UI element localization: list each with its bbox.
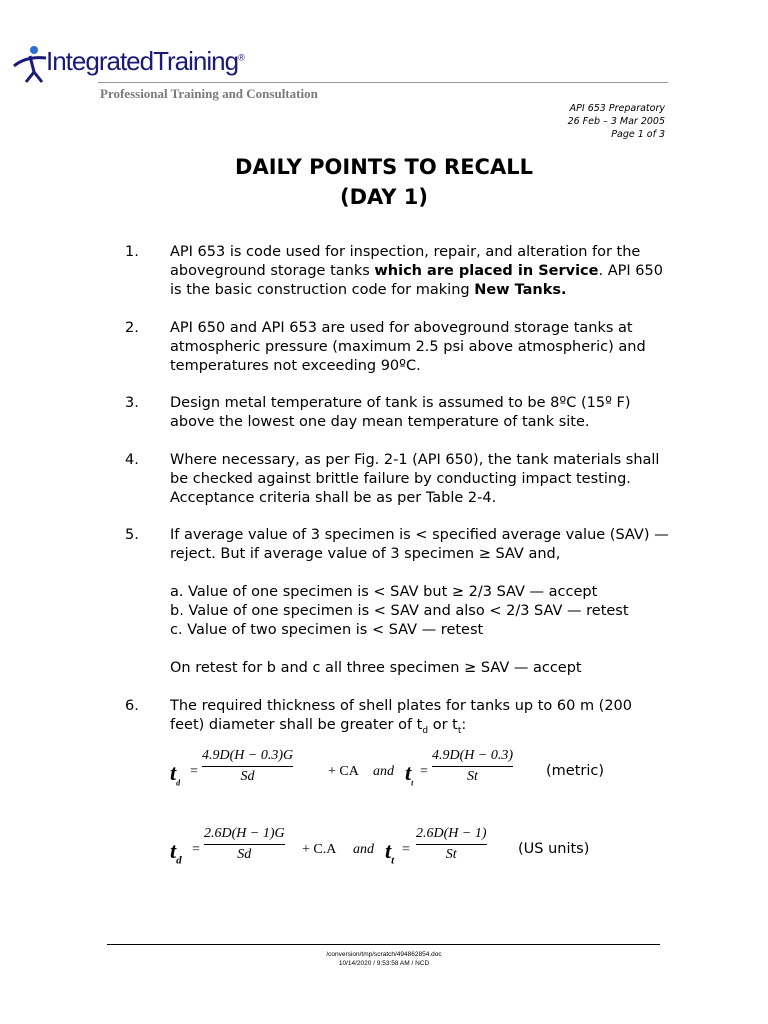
- retest-note: On retest for b and c all three specimen ≥ SAV — accept: [170, 660, 582, 676]
- page-number: Page 1 of 3: [611, 129, 665, 140]
- tt-fraction: $\frac{4.9D(H - 0.3)}{St}$: [432, 748, 513, 784]
- item-number: 4.: [125, 452, 139, 468]
- item-number: 5.: [125, 527, 139, 543]
- item-number: 3.: [125, 395, 139, 411]
- logo-wordmark: IntegratedTraining®: [46, 46, 244, 76]
- tt-fraction: $\frac{2.6D(H - 1)}{St}$: [416, 826, 487, 862]
- document-meta: [568, 102, 665, 141]
- footer-divider: [107, 944, 660, 945]
- company-logo: [12, 44, 242, 86]
- item-text: Design metal temperature of tank is assumed to be 8ºC (15º F) above the lowest one day mean temperature of tank site.: [170, 395, 631, 430]
- footer-timestamp: 10/14/2020 / 9:53:58 AM / NCD: [338, 960, 430, 967]
- item-number: 6.: [125, 698, 139, 714]
- td-fraction: $\frac{2.6D(H - 1)G}{Sd}$: [204, 826, 285, 862]
- header-divider: [98, 82, 668, 83]
- item-text: API 650 and API 653 are used for aboveground storage tanks at atmospheric pressure (maximum 2.5 psi above atmospheric) and temperatures not exceeding 90ºC.: [170, 320, 646, 374]
- item-text: If average value of 3 specimen is < specified average value (SAV) — reject. But if average value of 3 specimen ≥ SAV and,: [170, 527, 669, 562]
- course-dates: 26 Feb – 3 Mar 2005: [567, 116, 665, 127]
- page-title: DAILY POINTS TO RECALL: [235, 155, 533, 179]
- document-page: IntegratedTraining® Professional Training and Consultation API 653 Preparatory 26 Feb – 3 Mar 2005 Page 1 of 3 DAILY POINTS TO RECALL (DAY 1) 1. API 653 is code used for inspection, repair, and alteration for the aboveground storage tanks which are placed in Service. API 650 is the basic construction code for making New Tanks. 2. API 650 and API 653 are used for aboveground storage tanks at atmospheric pressure (maximum 2.5 psi above atmospheric) and temperatures not exceeding 90ºC. 3. Design metal temperature of tank is assumed to be 8ºC (15º F) above the lowest one day mean temperature of tank site. 4. Where necessary, as per Fig. 2-1 (API 650), the tank materials shall be checked against brittle failure by conducting impact testing. Acceptance criteria shall be as per Table 2-4. 5. If average value of 3 specimen is < specified average value (SAV) — reject. But if average value of 3 specimen ≥ SAV and, a. Value of one specimen is < SAV but ≥ 2/3 SAV — accept b. Value of one specimen is < SAV and also < 2/3 SAV — retest c. Value of two specimen is < SAV — retest On retest for b and c all three specimen ≥ SAV — accept 6. The required thickness of shell plates for tanks up to 60 m (200 feet) diameter shall be greater of $t_d$ or $t_t$: $t_d$ = $\frac{4.9D(H - 0.3)G}{Sd}$ + CA and $t_t$ = $\frac{4.9D(H - 0.3)}{St}$ (metric) $t_d$ = $\frac{2.6D(H - 1)G}{Sd}$ + C.A and $t_t$ = $\frac{2.6D(H - 1)}{St}$ (US units) /conversion/tmp/scratch/494862854.doc 10/14/2020 / 9:53:58 AM / NCD: [0, 0, 768, 1024]
- item-number: 1.: [125, 244, 139, 260]
- td-fraction: $\frac{4.9D(H - 0.3)G}{Sd}$: [202, 748, 294, 784]
- sub-item: b. Value of one specimen is < SAV and also < 2/3 SAV — retest: [170, 603, 629, 619]
- item-text: Where necessary, as per Fig. 2-1 (API 650), the tank materials shall be checked against brittle failure by conducting impact testing. Acceptance criteria shall be as per Table 2-4.: [170, 452, 660, 506]
- course-name: API 653 Preparatory: [569, 103, 665, 114]
- item-text: The required thickness of shell plates for tanks up to 60 m (200 feet) diameter shall be greater of $t_d$ or $t_t$:: [170, 698, 633, 736]
- td-symbol: $t_d$: [170, 838, 182, 867]
- footer-path: /conversion/tmp/scratch/494862854.doc: [326, 951, 442, 958]
- tt-symbol: $t_t$: [405, 760, 414, 788]
- tagline: Professional Training and Consultation: [100, 86, 318, 101]
- page-subtitle: (DAY 1): [340, 185, 428, 209]
- sub-item: c. Value of two specimen is < SAV — retest: [170, 622, 484, 638]
- item-number: 2.: [125, 320, 139, 336]
- tt-symbol: $t_t$: [385, 838, 395, 867]
- sub-item: a. Value of one specimen is < SAV but ≥ 2/3 SAV — accept: [170, 584, 598, 600]
- td-symbol: $t_d$: [170, 760, 181, 788]
- item-text: API 653 is code used for inspection, repair, and alteration for the aboveground storage tanks which are placed in Service. API 650 is the basic construction code for making New Tanks.: [170, 244, 663, 298]
